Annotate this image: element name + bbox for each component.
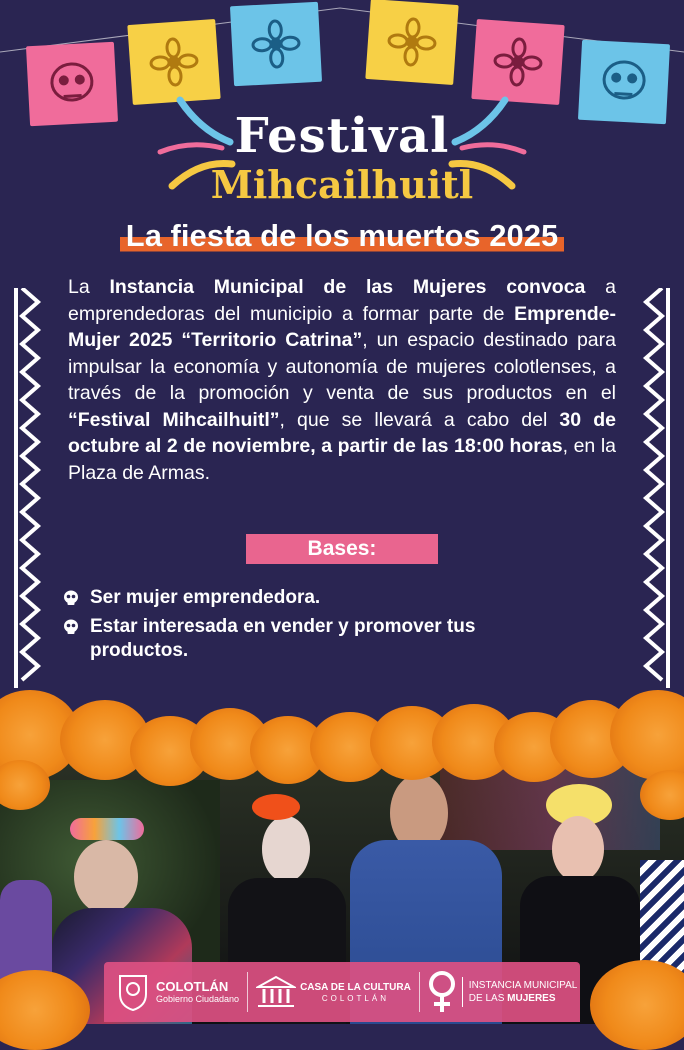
festival-title: Festival xyxy=(234,108,450,164)
footer-divider xyxy=(247,972,248,1012)
marigold-flower xyxy=(590,960,684,1050)
text-bold-segment: Instancia Municipal de las Mujeres convoca xyxy=(109,276,586,298)
text-bold-segment: 30 de octubre al 2 de noviembre, a partir de las 18:00 horas xyxy=(68,408,616,457)
instancia-line1: INSTANCIA MUNICIPAL xyxy=(468,980,578,991)
bases-item xyxy=(62,615,522,663)
skull-bullet-icon xyxy=(62,618,80,636)
text-segment: , un espacio destinado para impulsar la economía y autonomía de mujeres colotlenses, a través de la promoción y venta de sus productos en el xyxy=(68,329,616,404)
announcement-paragraph xyxy=(68,274,616,486)
person-face xyxy=(74,840,138,914)
flower-icon xyxy=(481,30,555,95)
colotlan-name: COLOTLÁN xyxy=(156,978,229,994)
instancia-mujeres-logo xyxy=(428,970,578,1014)
flower-flag-blue xyxy=(230,2,322,86)
skull-bullet-icon xyxy=(62,589,80,607)
bases-item-text: Estar interesada en vender y promover tus productos. xyxy=(90,616,476,661)
instancia-line2-a: DE LAS xyxy=(468,993,508,1004)
footer-logo-bar xyxy=(104,962,580,1022)
text-segment: , en la Plaza de Armas. xyxy=(68,435,617,484)
left-zigzag-border xyxy=(14,288,44,688)
flower-icon xyxy=(375,10,449,75)
flower-icon xyxy=(137,30,211,95)
casa-cultura-logo xyxy=(256,975,411,1009)
casa-cultura-sub: COLOTLÁN xyxy=(321,993,389,1003)
female-symbol-icon xyxy=(428,970,456,1014)
bases-heading: Bases: xyxy=(246,534,438,564)
bases-item xyxy=(62,586,522,610)
flower-icon xyxy=(239,12,312,76)
logo-inner-divider xyxy=(462,977,463,1007)
text-segment: , que se llevará a cabo del xyxy=(279,408,560,431)
text-segment: a emprendedoras del municipio a formar parte de xyxy=(68,276,616,325)
flower-bow xyxy=(252,794,300,820)
bases-item-text: Ser mujer emprendedora. xyxy=(90,587,321,608)
casa-cultura-name: CASA DE LA CULTURA xyxy=(300,981,411,993)
colotlan-logo xyxy=(116,972,239,1012)
text-bold-segment: “Festival Mihcailhuitl” xyxy=(68,408,280,431)
person-face xyxy=(552,816,604,882)
festival-name: Mihcailhuitl xyxy=(210,162,474,207)
colotlan-crest-icon xyxy=(116,972,150,1012)
right-zigzag-border xyxy=(640,288,670,688)
subtitle-text: La fiesta de los muertos 2025 xyxy=(120,218,564,253)
flower-crown xyxy=(70,818,144,840)
footer-divider xyxy=(419,972,420,1012)
text-segment: La xyxy=(68,276,110,298)
person-face xyxy=(262,816,310,882)
colotlan-sub: Gobierno Ciudadano xyxy=(156,993,240,1004)
festival-subtitle xyxy=(0,218,684,254)
flower-flag-yellow-2 xyxy=(365,0,458,85)
casa-cultura-building-icon xyxy=(256,975,296,1009)
text-bold-segment: Emprende-Mujer 2025 “Territorio Catrina” xyxy=(68,302,616,351)
instancia-line2-b: MUJERES xyxy=(507,993,556,1004)
